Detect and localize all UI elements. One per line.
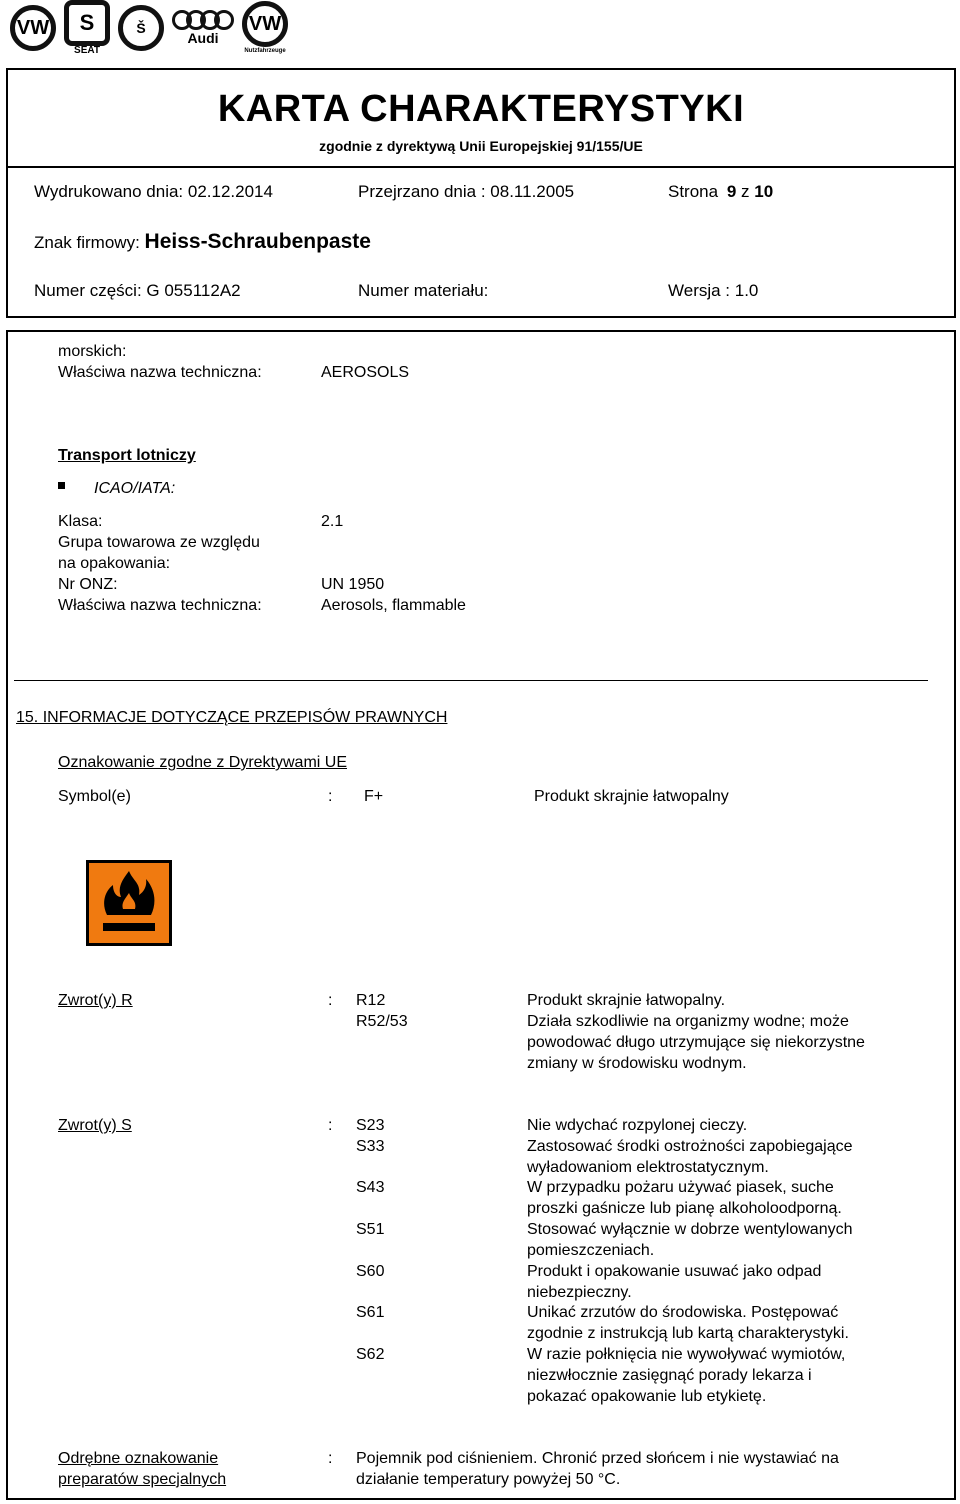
skoda-logo-icon: Š <box>118 5 164 51</box>
s-text-line: Produkt i opakowanie usuwać jako odpad <box>527 1263 822 1280</box>
s-text-line: W przypadku pożaru używać piasek, suche <box>527 1179 834 1196</box>
s-text-line: pokazać opakowanie lub etykietę. <box>527 1388 767 1405</box>
air-name-label: Właściwa nazwa techniczna: <box>58 597 262 614</box>
s-phrases-label: Zwrot(y) S <box>58 1117 132 1134</box>
air-name-value: Aerosols, flammable <box>321 597 466 614</box>
air-class-value: 2.1 <box>321 513 344 530</box>
brand-value: Heiss-Schraubenpaste <box>144 230 371 253</box>
s-text-line: wyładowaniom elektrostatycznym. <box>527 1159 769 1176</box>
s-text-line: Stosować wyłącznie w dobrze wentylowanych <box>527 1221 853 1238</box>
s-code: S51 <box>356 1221 385 1238</box>
material-number: Numer materiału: <box>358 281 489 300</box>
version: Wersja : 1.0 <box>668 281 759 300</box>
r-colon: : <box>328 992 333 1009</box>
air-group-label-1: Grupa towarowa ze względu <box>58 534 260 551</box>
page-indicator <box>668 182 773 202</box>
symbol-description: Produkt skrajnie łatwopalny <box>534 788 729 805</box>
sea-name-label: Właściwa nazwa techniczna: <box>58 364 262 381</box>
sea-name-value: AEROSOLS <box>321 364 410 381</box>
symbol-label: Symbol(e) <box>58 788 131 805</box>
r-code: R52/53 <box>356 1013 408 1030</box>
brand-logos <box>10 0 288 56</box>
vw-logo-icon: VW <box>10 5 56 51</box>
s-colon: : <box>328 1117 333 1134</box>
air-transport-heading: Transport lotniczy <box>58 447 196 464</box>
audi-logo-icon <box>172 10 234 46</box>
audi-logo-word: Audi <box>187 30 219 46</box>
part-number: Numer części: G 055112A2 <box>34 281 241 300</box>
s-code: S61 <box>356 1304 385 1321</box>
special-text-line-2: działanie temperatury powyżej 50 °C. <box>356 1471 621 1488</box>
s-text-line: proszki gaśnicze lub pianę alkoholoodporną. <box>527 1200 842 1217</box>
page-total: 10 <box>754 182 774 201</box>
bullet-icon <box>58 482 65 489</box>
brand-label: Znak firmowy: <box>34 233 140 252</box>
air-class-label: Klasa: <box>58 513 103 530</box>
s-text-line: niezwłocznie zasięgnąć porady lekarza i <box>527 1367 812 1384</box>
title-box <box>6 68 956 168</box>
s-text-line: Unikać zrzutów do środowiska. Postępować <box>527 1304 839 1321</box>
special-label-line-1: Odrębne oznakowanie <box>58 1450 219 1467</box>
page-of: z <box>741 182 750 201</box>
nutzfahrzeuge-logo-word: Nutzfahrzeuge <box>244 48 286 54</box>
document-subtitle: zgodnie z dyrektywą Unii Europejskiej 91/155/UE <box>319 138 643 154</box>
special-label-line-2: preparatów specjalnych <box>58 1471 227 1488</box>
air-onz-label: Nr ONZ: <box>58 576 118 593</box>
air-group-label-2: na opakowania: <box>58 555 171 572</box>
s-text-line: W razie połknięcia nie wywoływać wymiotów, <box>527 1346 846 1363</box>
s-text-line: pomieszczeniach. <box>527 1242 655 1259</box>
r-text-line: Działa szkodliwie na organizmy wodne; może <box>527 1013 849 1030</box>
printed-date: Wydrukowano dnia: 02.12.2014 <box>34 182 273 201</box>
eu-labeling-heading: Oznakowanie zgodne z Dyrektywami UE <box>58 754 348 771</box>
seat-logo-word: SEAT <box>74 45 100 56</box>
reviewed-date: Przejrzano dnia : 08.11.2005 <box>358 182 575 201</box>
brand-line <box>34 230 371 254</box>
section-15-heading: 15. INFORMACJE DOTYCZĄCE PRZEPISÓW PRAWNYCH <box>16 709 448 726</box>
page-label: Strona <box>668 182 719 201</box>
special-text-line-1: Pojemnik pod ciśnieniem. Chronić przed słońcem i nie wystawiać na <box>356 1450 839 1467</box>
seat-logo-icon: S SEAT <box>64 0 110 56</box>
symbol-colon: : <box>328 788 333 805</box>
air-onz-value: UN 1950 <box>321 576 385 593</box>
r-code: R12 <box>356 992 386 1009</box>
s-text-line: zgodnie z instrukcją lub kartą charakterystyki. <box>527 1325 849 1342</box>
meta-box <box>6 168 956 318</box>
s-text-line: Nie wdychać rozpylonej cieczy. <box>527 1117 748 1134</box>
s-code: S33 <box>356 1138 385 1155</box>
r-phrases-label: Zwrot(y) R <box>58 992 133 1009</box>
s-text-line: Zastosować środki ostrożności zapobiegające <box>527 1138 853 1155</box>
r-text-line: powodować długo utrzymujące się niekorzystne <box>527 1034 865 1051</box>
symbol-code: F+ <box>364 788 384 805</box>
s-code: S60 <box>356 1263 385 1280</box>
icao-subheading: ICAO/IATA: <box>94 480 176 497</box>
s-code: S23 <box>356 1117 385 1134</box>
r-text-line: zmiany w środowisku wodnym. <box>527 1055 747 1072</box>
document-title: KARTA CHARAKTERYSTYKI <box>217 88 745 130</box>
sea-line: morskich: <box>58 343 127 360</box>
special-colon: : <box>328 1450 333 1467</box>
flame-hazard-icon <box>86 860 172 946</box>
section-divider <box>14 680 928 681</box>
s-code: S43 <box>356 1179 385 1196</box>
page-number: 9 <box>726 182 737 201</box>
r-text-line: Produkt skrajnie łatwopalny. <box>527 992 726 1009</box>
s-code: S62 <box>356 1346 385 1363</box>
s-text-line: niebezpieczny. <box>527 1284 632 1301</box>
vw-nutzfahrzeuge-logo-icon: VW Nutzfahrzeuge <box>242 1 288 55</box>
